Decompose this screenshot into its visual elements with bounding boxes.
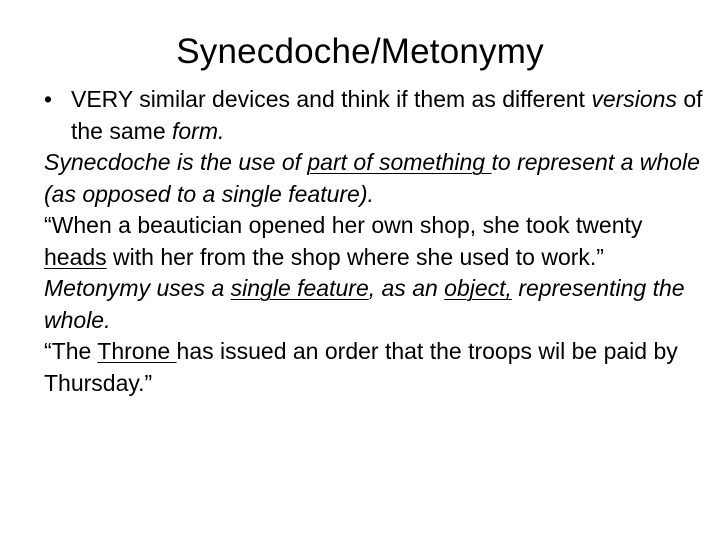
synecdoche-def-underlined: part of something — [307, 149, 492, 175]
bullet-text-versions: versions — [591, 86, 677, 112]
metonymy-def-5: representing the whole. — [44, 275, 685, 333]
metonymy-example-3: has issued an order that the troops wil be paid by Thursday.” — [44, 338, 678, 396]
bullet-text-1: VERY similar devices and think if them as different — [71, 86, 592, 112]
synecdoche-def-1: Synecdoche is the use of — [44, 149, 308, 175]
bullet-text-form: form. — [172, 117, 225, 144]
synecdoche-example-heads: heads — [44, 243, 107, 270]
metonymy-example-throne: Throne — [97, 338, 177, 364]
synecdoche-def-3: to represent a whole (as opposed to a single feature). — [44, 149, 700, 207]
metonymy-example-1: “The — [44, 338, 98, 364]
metonymy-def-1: Metonymy uses a — [44, 275, 231, 301]
slide-body — [44, 84, 704, 399]
metonymy-def-object: object, — [444, 275, 512, 301]
synecdoche-definition — [44, 147, 704, 210]
slide-title: Synecdoche/Metonymy — [176, 32, 544, 71]
metonymy-definition — [44, 273, 704, 336]
synecdoche-example-1: “When a beautician opened her own shop, she took twenty — [44, 212, 643, 238]
metonymy-def-3: , as an — [368, 275, 445, 301]
bullet-point — [44, 84, 704, 147]
synecdoche-example-3: with her from the shop where she used to work.” — [106, 243, 604, 270]
bullet-marker: • — [44, 86, 53, 112]
synecdoche-example — [44, 210, 704, 273]
metonymy-def-single-feature: single feature — [230, 275, 369, 301]
bullet-text-3: of the same — [71, 86, 703, 144]
metonymy-example — [44, 336, 704, 399]
